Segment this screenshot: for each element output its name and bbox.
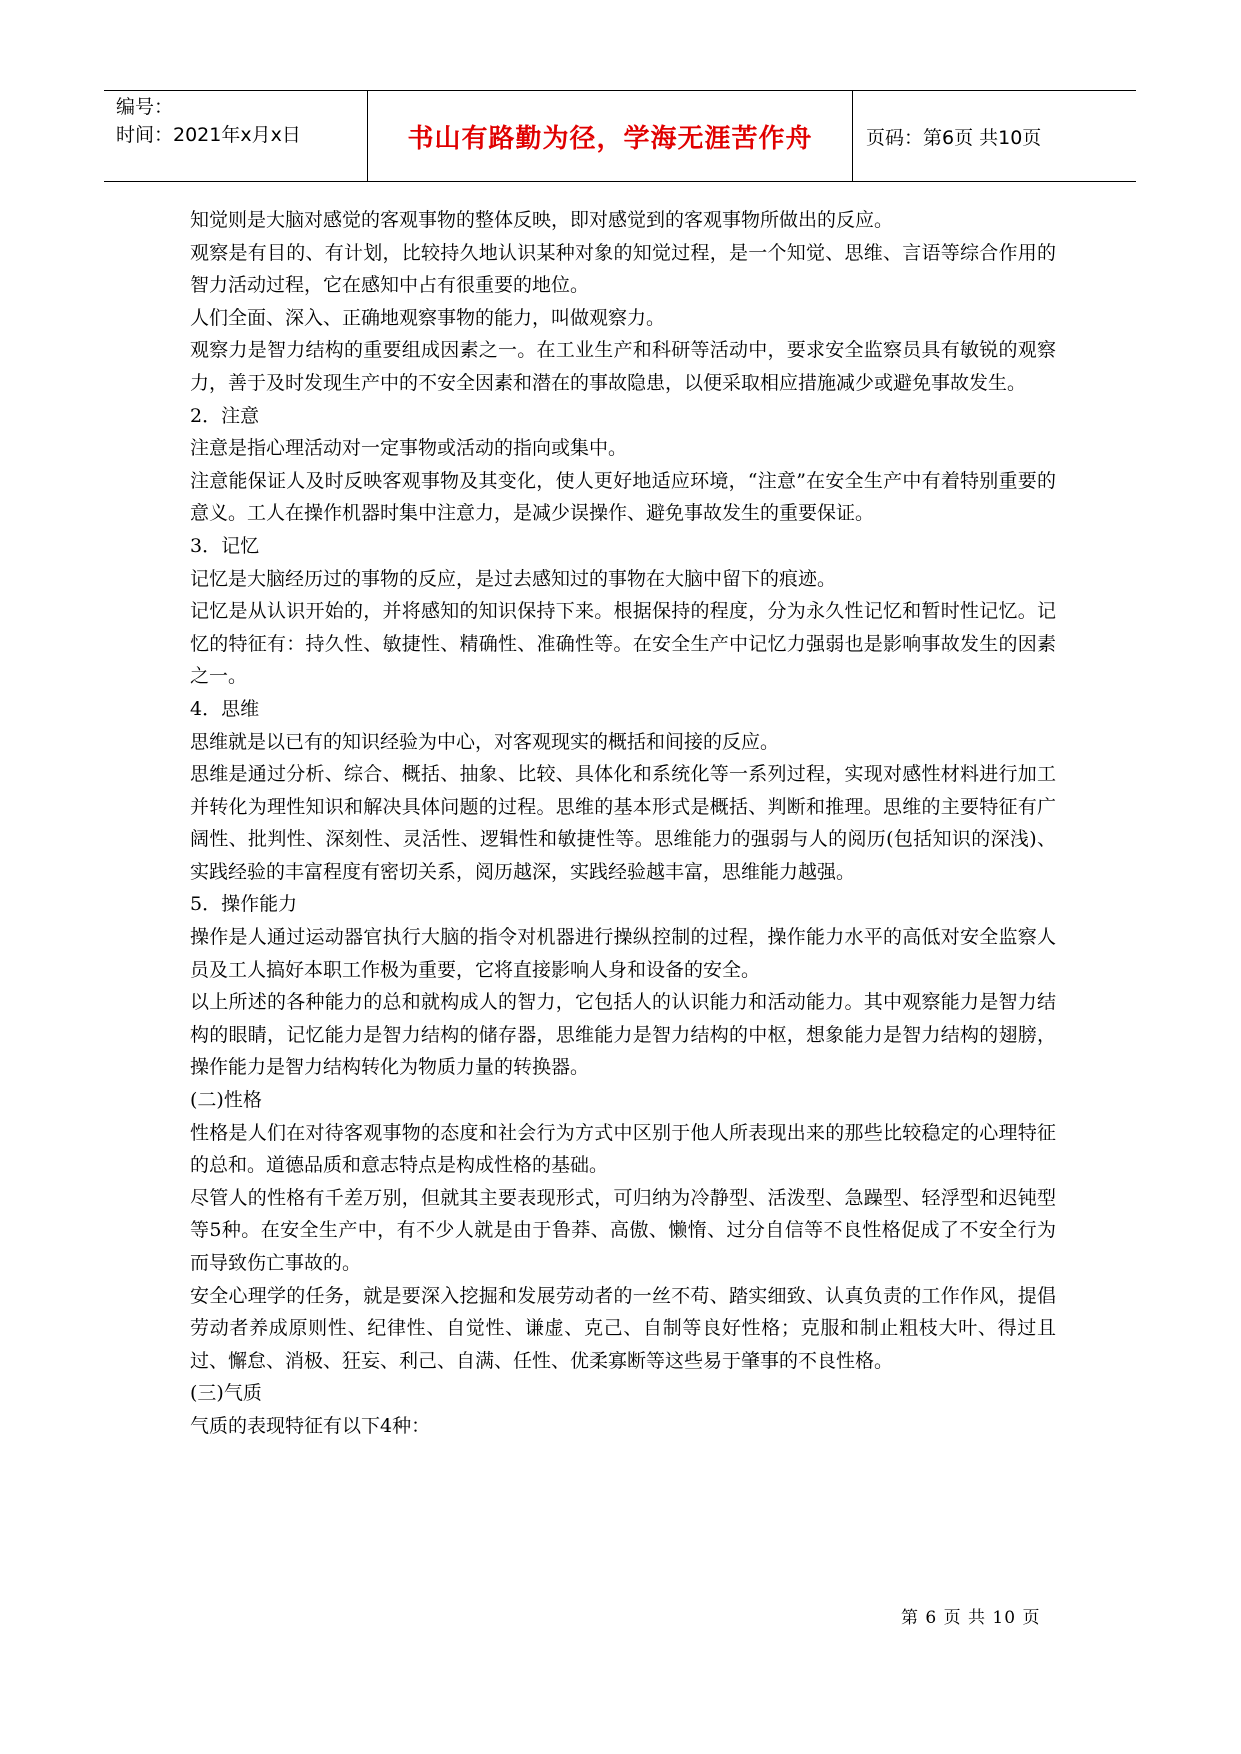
paragraph: 安全心理学的任务，就是要深入挖掘和发展劳动者的一丝不苟、踏实细致、认真负责的工作作风，提倡劳动者养成原则性、纪律性、自觉性、谦虚、克己、自制等良好性格；克服和制止粗枝大叶、得过且过、懈怠、消极、狂妄、利己、自满、任性、优柔寡断等这些易于肇事的不良性格。 [190, 1284, 1056, 1372]
page-header [104, 90, 1136, 182]
section-heading: 3．记忆 [190, 534, 260, 557]
paragraph: 思维是通过分析、综合、概括、抽象、比较、具体化和系统化等一系列过程，实现对感性材料进行加工并转化为理性知识和解决具体问题的过程。思维的基本形式是概括、判断和推理。思维的主要特征有广阔性、批判性、深刻性、灵活性、逻辑性和敏捷性等。思维能力的强弱与人的阅历(包括知识的深浅)、实践经验的丰富程度有密切关系，阅历越深，实践经验越丰富，思维能力越强。 [190, 763, 1056, 883]
section-heading: (三)气质 [190, 1382, 262, 1405]
header-page-number: 页码：第6页 共10页 [866, 126, 1042, 149]
paragraph: 尽管人的性格有千差万别，但就其主要表现形式，可归纳为冷静型、活泼型、急躁型、轻浮型和迟钝型等5种。在安全生产中，有不少人就是由于鲁莽、高傲、懒惰、过分自信等不良性格促成了不安全行为而导致伤亡事故的。 [190, 1186, 1056, 1274]
section-heading: 2．注意 [190, 404, 260, 427]
section-heading: 4．思维 [190, 697, 260, 720]
section-heading: (二)性格 [190, 1089, 262, 1112]
paragraph: 记忆是从认识开始的，并将感知的知识保持下来。根据保持的程度，分为永久性记忆和暂时性记忆。记忆的特征有：持久性、敏捷性、精确性、准确性等。在安全生产中记忆力强弱也是影响事故发生的因素之一。 [190, 600, 1056, 688]
paragraph: 性格是人们在对待客观事物的态度和社会行为方式中区别于他人所表现出来的那些比较稳定的心理特征的总和。道德品质和意志特点是构成性格的基础。 [190, 1121, 1056, 1177]
page-footer: 第 6 页 共 10 页 [901, 1608, 1041, 1628]
section-heading: 5．操作能力 [190, 893, 298, 916]
document-body [190, 204, 1056, 1443]
paragraph: 观察是有目的、有计划，比较持久地认识某种对象的知觉过程，是一个知觉、思维、言语等综合作用的智力活动过程，它在感知中占有很重要的地位。 [190, 241, 1056, 297]
paragraph: 注意能保证人及时反映客观事物及其变化，使人更好地适应环境，“注意”在安全生产中有着特别重要的意义。工人在操作机器时集中注意力，是减少误操作、避免事故发生的重要保证。 [190, 469, 1056, 525]
header-motto: 书山有路勤为径，学海无涯苦作舟 [407, 123, 813, 154]
header-meta [116, 93, 301, 149]
header-divider-right [852, 91, 853, 181]
paragraph: 操作是人通过运动器官执行大脑的指令对机器进行操纵控制的过程，操作能力水平的高低对安全监察人员及工人搞好本职工作极为重要，它将直接影响人身和设备的安全。 [190, 926, 1056, 981]
document-code-label: 编号： [116, 96, 174, 118]
paragraph: 注意是指心理活动对一定事物或活动的指向或集中。 [190, 437, 628, 460]
paragraph: 思维就是以已有的知识经验为中心，对客观现实的概括和间接的反应。 [190, 730, 780, 753]
paragraph: 知觉则是大脑对感觉的客观事物的整体反映，即对感觉到的客观事物所做出的反应。 [190, 209, 894, 231]
paragraph: 观察力是智力结构的重要组成因素之一。在工业生产和科研等活动中，要求安全监察员具有敏锐的观察力，善于及时发现生产中的不安全因素和潜在的事故隐患，以便采取相应措施减少或避免事故发生。 [190, 339, 1056, 394]
document-time: 时间：2021年x月x日 [116, 124, 301, 146]
paragraph: 以上所述的各种能力的总和就构成人的智力，它包括人的认识能力和活动能力。其中观察能力是智力结构的眼睛，记忆能力是智力结构的储存器，思维能力是智力结构的中枢，想象能力是智力结构的翅膀，操作能力是智力结构转化为物质力量的转换器。 [190, 991, 1056, 1079]
paragraph: 人们全面、深入、正确地观察事物的能力，叫做观察力。 [190, 306, 666, 329]
paragraph: 气质的表现特征有以下4种： [190, 1414, 431, 1437]
paragraph: 记忆是大脑经历过的事物的反应，是过去感知过的事物在大脑中留下的痕迹。 [190, 567, 837, 590]
